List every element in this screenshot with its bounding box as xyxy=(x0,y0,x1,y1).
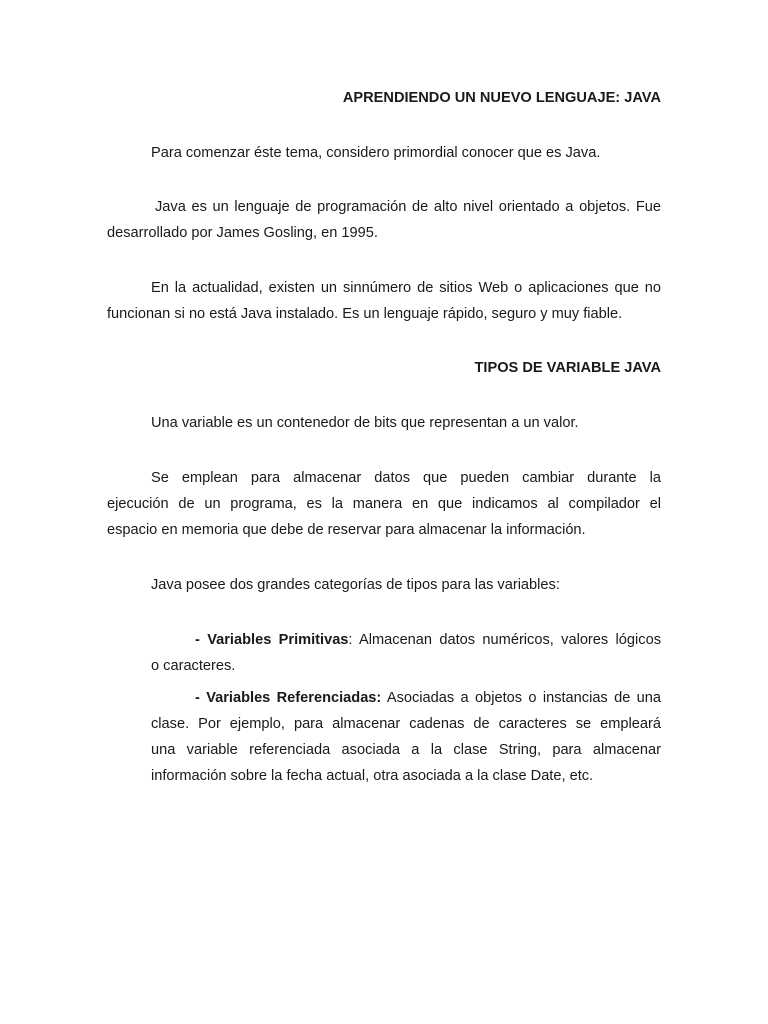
paragraph-line: funcionan si no está Java instalado. Es un lenguaje rápido, seguro y muy fiable. xyxy=(107,306,623,322)
paragraph-variable-purpose xyxy=(107,465,661,543)
list-item-line: o caracteres. xyxy=(151,658,236,674)
list-item-term: - Variables Primitivas xyxy=(195,632,349,648)
document-title: APRENDIENDO UN NUEVO LENGUAJE: JAVA xyxy=(342,90,661,106)
paragraph-line: ejecución de un programa, es la manera en que indicamos al compilador el xyxy=(107,496,661,512)
paragraph-java-usage xyxy=(107,275,661,327)
variable-definition-paragraph: Una variable es un contenedor de bits que representan a un valor. xyxy=(151,415,579,431)
paragraph-line: Java es un lenguaje de programación de alto nivel orientado a objetos. Fue xyxy=(155,199,661,215)
section-heading: TIPOS DE VARIABLE JAVA xyxy=(474,360,661,376)
list-item-line xyxy=(151,685,661,711)
paragraph-java-definition xyxy=(107,194,661,246)
list-item-description: : Almacenan datos numéricos, valores lógicos xyxy=(348,632,661,648)
paragraph-line: En la actualidad, existen un sinnúmero de sitios Web o aplicaciones que no xyxy=(151,280,661,296)
paragraph-line: Se emplean para almacenar datos que pueden cambiar durante la xyxy=(151,470,661,486)
list-item-term: - Variables Referenciadas: xyxy=(195,690,382,706)
list-item-line: una variable referenciada asociada a la clase String, para almacenar xyxy=(151,742,661,758)
categories-intro-paragraph: Java posee dos grandes categorías de tipos para las variables: xyxy=(151,577,560,593)
list-item-description: Asociadas a objetos o instancias de una xyxy=(381,690,662,706)
paragraph-line: desarrollado por James Gosling, en 1995. xyxy=(107,225,378,241)
list-item-line xyxy=(151,627,661,653)
list-item-line: clase. Por ejemplo, para almacenar cadenas de caracteres se empleará xyxy=(151,716,661,732)
intro-paragraph: Para comenzar éste tema, considero primordial conocer que es Java. xyxy=(151,145,601,161)
list-item-line: información sobre la fecha actual, otra asociada a la clase Date, etc. xyxy=(151,768,594,784)
list-item-primitive-variables xyxy=(151,627,661,679)
list-item-reference-variables xyxy=(151,685,661,789)
paragraph-line: espacio en memoria que debe de reservar para almacenar la información. xyxy=(107,522,586,538)
